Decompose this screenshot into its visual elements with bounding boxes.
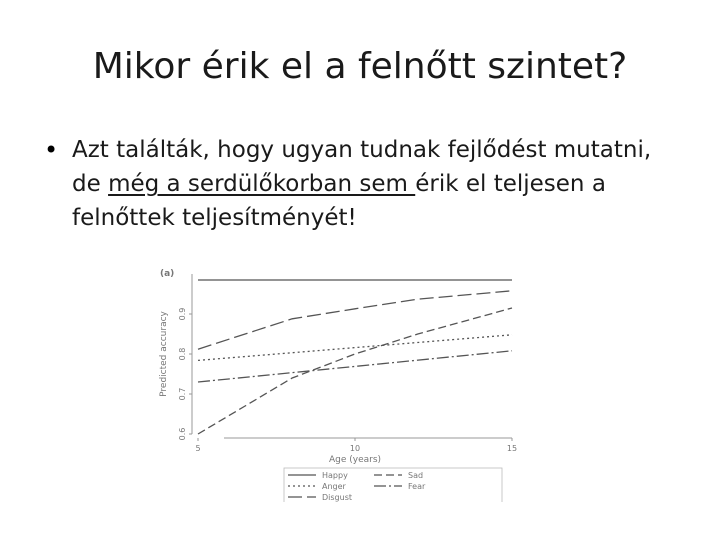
legend-label-happy: Happy (322, 471, 348, 480)
y-tick-label: 0.8 (178, 347, 187, 361)
legend-box (284, 468, 502, 502)
panel-label: (a) (160, 269, 175, 279)
slide-title: Mikor érik el a felnőtt szintet? (92, 46, 628, 87)
x-tick-label: 10 (349, 444, 361, 453)
bullet-text-underlined: még a serdülőkorban sem (108, 171, 416, 197)
series-line-fear (198, 351, 512, 382)
bullet-text-end: érik el teljesen a felnőttek teljesítményét! (72, 171, 606, 231)
series-line-sad (198, 308, 512, 434)
y-axis-label: Predicted accuracy (159, 311, 169, 397)
bullet-text-start: Azt találták, hogy ugyan tudnak fejlődést mutatni, de (72, 137, 652, 197)
chart-figure (150, 262, 530, 502)
y-tick-label: 0.6 (178, 427, 187, 441)
legend-label-sad: Sad (408, 471, 424, 480)
bullet-point (44, 133, 684, 235)
series-line-anger (198, 335, 512, 361)
axes (159, 269, 517, 465)
legend-label-fear: Fear (408, 482, 426, 491)
y-tick-label: 0.7 (178, 387, 187, 401)
x-axis-label: Age (years) (328, 455, 382, 465)
series-line-disgust (198, 291, 512, 349)
bullet-text (72, 133, 684, 235)
legend-label-anger: Anger (322, 482, 346, 491)
chart-svg (150, 262, 530, 502)
legend (284, 468, 502, 502)
plot-lines (198, 280, 512, 434)
legend-label-disgust: Disgust (322, 493, 353, 502)
bullet-dot: • (44, 136, 59, 164)
x-tick-label: 5 (195, 444, 201, 453)
x-tick-label: 15 (506, 444, 518, 453)
y-tick-label: 0.9 (178, 307, 187, 321)
